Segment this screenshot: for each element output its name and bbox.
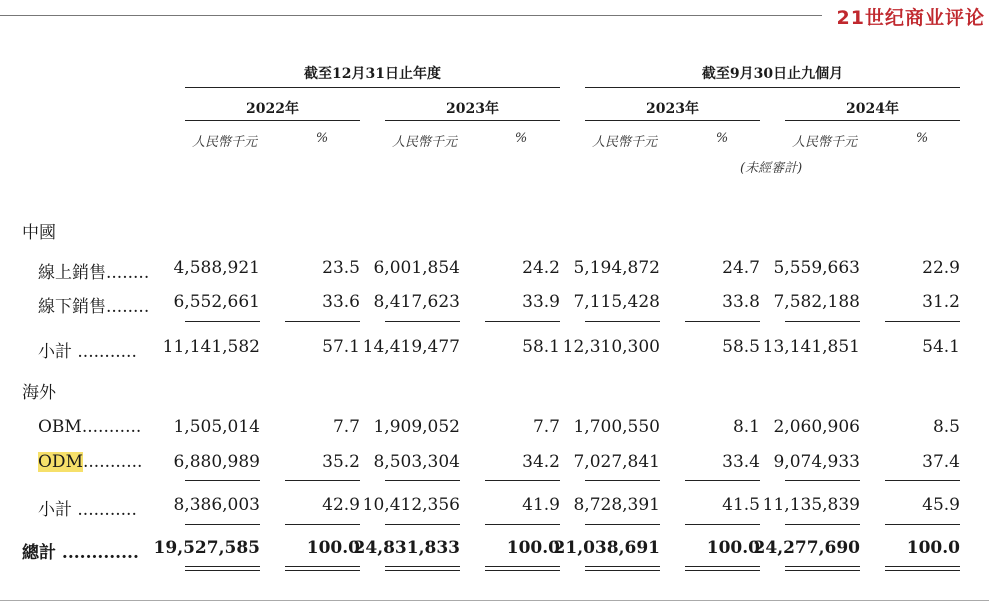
row-label-obm: OBM........... <box>38 417 142 437</box>
percent-cell: 35.2 <box>322 452 360 472</box>
odm-highlight: ODM <box>38 452 83 472</box>
amount-cell: 19,527,585 <box>153 538 260 558</box>
amount-cell: 2,060,906 <box>773 417 860 437</box>
percent-cell: 24.2 <box>522 258 560 278</box>
unit-header: 人民幣千元 <box>192 135 258 150</box>
amount-cell: 1,909,052 <box>373 417 460 437</box>
percent-cell: 7.7 <box>332 417 360 437</box>
percent-header: % <box>915 131 929 146</box>
amount-cell: 1,700,550 <box>573 417 660 437</box>
year-rule <box>785 120 960 121</box>
total-double-rule <box>685 570 760 571</box>
total-double-rule <box>285 570 360 571</box>
percent-cell: 45.9 <box>922 495 960 515</box>
subtotal-rule <box>385 480 460 481</box>
total-double-rule <box>785 566 860 567</box>
amount-cell: 7,115,428 <box>573 292 660 312</box>
total-double-rule <box>385 570 460 571</box>
amount-cell: 24,831,833 <box>353 538 460 558</box>
subtotal-rule <box>685 480 760 481</box>
year-header: 2023年 <box>646 101 699 117</box>
percent-cell: 41.5 <box>722 495 760 515</box>
total-double-rule <box>585 566 660 567</box>
total-top-rule <box>885 524 960 525</box>
percent-cell: 57.1 <box>322 337 360 357</box>
subtotal-rule <box>185 480 260 481</box>
percent-header: % <box>514 131 528 146</box>
total-top-rule <box>385 524 460 525</box>
percent-cell: 23.5 <box>322 258 360 278</box>
total-double-rule <box>785 570 860 571</box>
percent-cell: 22.9 <box>922 258 960 278</box>
percent-cell: 100.0 <box>906 538 960 558</box>
subtotal-rule <box>485 321 560 322</box>
total-double-rule <box>885 570 960 571</box>
amount-cell: 7,027,841 <box>573 452 660 472</box>
total-double-rule <box>485 566 560 567</box>
row-label-offline: 線下銷售........ <box>38 297 150 317</box>
amount-cell: 21,038,691 <box>553 538 660 558</box>
subtotal-rule <box>885 321 960 322</box>
percent-cell: 58.5 <box>722 337 760 357</box>
amount-cell: 13,141,851 <box>762 337 860 357</box>
group-header-nine-months: 截至9月30日止九個月 <box>701 66 844 82</box>
subtotal-rule <box>785 480 860 481</box>
amount-cell: 10,412,356 <box>362 495 460 515</box>
total-top-rule <box>485 524 560 525</box>
row-label-online: 線上銷售........ <box>38 263 150 283</box>
unit-header: 人民幣千元 <box>392 135 458 150</box>
amount-cell: 9,074,933 <box>773 452 860 472</box>
year-rule <box>185 120 360 121</box>
amount-cell: 6,001,854 <box>373 258 460 278</box>
amount-cell: 7,582,188 <box>773 292 860 312</box>
total-top-rule <box>185 524 260 525</box>
subtotal-rule <box>285 321 360 322</box>
subtotal-rule <box>585 480 660 481</box>
percent-cell: 34.2 <box>522 452 560 472</box>
year-header: 2024年 <box>846 101 899 117</box>
percent-header: % <box>315 131 329 146</box>
amount-cell: 24,277,690 <box>753 538 860 558</box>
percent-cell: 24.7 <box>722 258 760 278</box>
brand-logo: 21世纪商业评论 <box>836 7 985 29</box>
total-top-rule <box>585 524 660 525</box>
subtotal-rule <box>485 480 560 481</box>
amount-cell: 8,728,391 <box>573 495 660 515</box>
amount-cell: 8,386,003 <box>173 495 260 515</box>
percent-cell: 100.0 <box>506 538 560 558</box>
percent-cell: 33.9 <box>522 292 560 312</box>
total-double-rule <box>185 566 260 567</box>
percent-cell: 42.9 <box>322 495 360 515</box>
percent-cell: 8.1 <box>732 417 760 437</box>
row-label-subtotal-overseas: 小計 ........... <box>38 500 137 520</box>
total-double-rule <box>385 566 460 567</box>
percent-cell: 33.8 <box>722 292 760 312</box>
footer-rule <box>0 600 989 601</box>
amount-cell: 5,194,872 <box>573 258 660 278</box>
amount-cell: 5,559,663 <box>773 258 860 278</box>
percent-cell: 100.0 <box>306 538 360 558</box>
total-double-rule <box>485 570 560 571</box>
year-header: 2023年 <box>446 101 499 117</box>
subtotal-rule <box>885 480 960 481</box>
unit-header: 人民幣千元 <box>792 135 858 150</box>
subtotal-rule <box>385 321 460 322</box>
subtotal-rule <box>685 321 760 322</box>
total-top-rule <box>785 524 860 525</box>
amount-cell: 11,141,582 <box>162 337 260 357</box>
row-label-total: 總計 ............. <box>22 543 139 563</box>
percent-cell: 58.1 <box>522 337 560 357</box>
percent-cell: 100.0 <box>706 538 760 558</box>
total-top-rule <box>685 524 760 525</box>
total-top-rule <box>285 524 360 525</box>
amount-cell: 6,880,989 <box>173 452 260 472</box>
percent-cell: 8.5 <box>932 417 960 437</box>
total-double-rule <box>685 566 760 567</box>
amount-cell: 6,552,661 <box>173 292 260 312</box>
total-double-rule <box>885 566 960 567</box>
year-rule <box>585 120 760 121</box>
percent-cell: 54.1 <box>922 337 960 357</box>
percent-cell: 7.7 <box>532 417 560 437</box>
group-header-year: 截至12月31日止年度 <box>304 66 441 82</box>
amount-cell: 14,419,477 <box>362 337 460 357</box>
total-double-rule <box>185 570 260 571</box>
row-label-subtotal-china: 小計 ........... <box>38 342 137 362</box>
unaudited-note: (未經審計) <box>740 161 803 176</box>
row-label-odm <box>38 452 142 472</box>
percent-cell: 41.9 <box>522 495 560 515</box>
subtotal-rule <box>285 480 360 481</box>
total-double-rule <box>285 566 360 567</box>
odm-leader-dots: ........... <box>82 452 143 472</box>
total-double-rule <box>585 570 660 571</box>
amount-cell: 12,310,300 <box>562 337 660 357</box>
subtotal-rule <box>785 321 860 322</box>
amount-cell: 1,505,014 <box>173 417 260 437</box>
percent-cell: 31.2 <box>922 292 960 312</box>
amount-cell: 4,588,921 <box>173 258 260 278</box>
subtotal-rule <box>185 321 260 322</box>
amount-cell: 11,135,839 <box>762 495 860 515</box>
percent-cell: 33.6 <box>322 292 360 312</box>
percent-cell: 33.4 <box>722 452 760 472</box>
header-rule <box>0 15 822 16</box>
unit-header: 人民幣千元 <box>592 135 658 150</box>
amount-cell: 8,503,304 <box>373 452 460 472</box>
group-rule <box>585 87 960 88</box>
amount-cell: 8,417,623 <box>373 292 460 312</box>
percent-header: % <box>715 131 729 146</box>
group-rule <box>185 87 560 88</box>
section-china: 中國 <box>22 223 56 243</box>
year-rule <box>385 120 560 121</box>
subtotal-rule <box>585 321 660 322</box>
section-overseas: 海外 <box>22 383 56 403</box>
percent-cell: 37.4 <box>922 452 960 472</box>
year-header: 2022年 <box>246 101 299 117</box>
